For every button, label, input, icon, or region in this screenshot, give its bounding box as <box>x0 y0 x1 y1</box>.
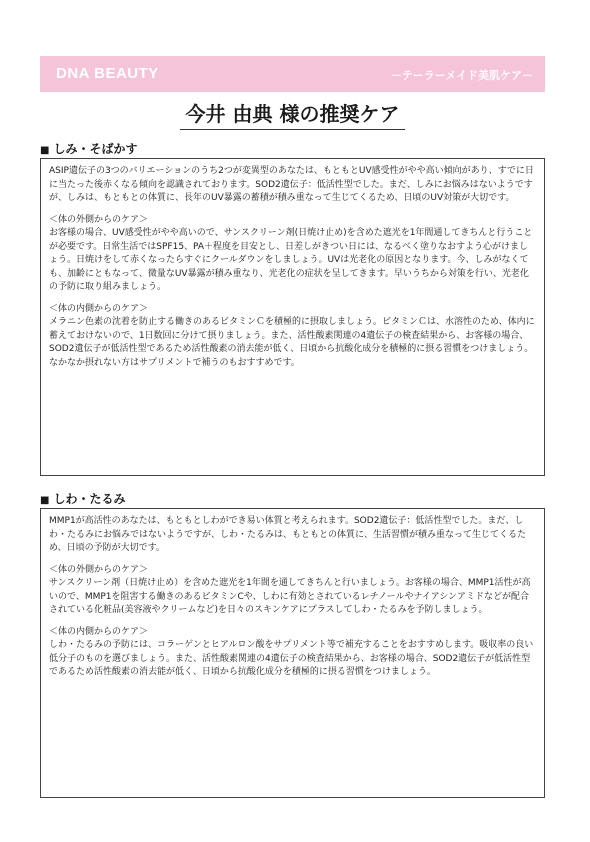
section-intro: MMP1が高活性のあなたは、もともとしわができ易い体質と考えられます。SOD2遺伝子：低活性型でした。まだ、しわ・たるみにお悩みではないようですが、しわ・たるみは、もともとの体質に、生活習慣が積み重なって生じてくるため、日頃の予防が大切です。 <box>49 516 527 553</box>
outer-care-label: ＜体の外側からのケア＞ <box>49 214 149 225</box>
section-intro: ASIP遺伝子の3つのバリエーションのうち2つが変異型のあなたは、もともとUV感受性がやや高い傾向があり、すでに日に当たった後赤くなる傾向を認識されております。SOD2遺伝子：低活性型でした。まだ、しみにお悩みはないようですが、しみは、もともとの体質に、長年のUV暴露の蓄積が積み重なって生じてくるため、日頃のUV対策が大切です。 <box>49 166 534 203</box>
outer-care-text: サンスクリーン剤（日焼け止め）を含めた遮光を1年間を通してきちんと行いましょう。お客様の場合、MMP1活性が高いので、MMP1を阻害する働きのあるビタミンCや、しわに有効とされているレチノールやナイアシンアミドなどが配合されている化粧品(美容液やクリームなど)を日々のスキンケアにプラスしてしわ・たるみを予防しましょう。 <box>49 578 531 615</box>
inner-care-label: ＜体の内側からのケア＞ <box>49 303 149 314</box>
section-heading-spots <box>40 140 137 157</box>
header-tagline: －テーラーメイド美肌ケア－ <box>390 69 533 82</box>
section-heading-label: しわ・たるみ <box>53 492 126 506</box>
outer-care-label: ＜体の外側からのケア＞ <box>49 564 149 575</box>
square-bullet-icon: ■ <box>40 495 50 506</box>
inner-care-label: ＜体の内側からのケア＞ <box>49 626 149 637</box>
section-heading-wrinkles <box>40 490 125 507</box>
header-banner <box>40 56 545 92</box>
section-heading-label: しみ・そばかす <box>53 142 138 156</box>
page-title: 今井 由典 様の推奨ケア <box>180 98 406 130</box>
title-area <box>40 98 545 130</box>
section-box-spots <box>40 158 545 476</box>
square-bullet-icon: ■ <box>40 145 50 156</box>
brand-logo: DNA BEAUTY <box>56 65 159 82</box>
outer-care-text: お客様の場合、UV感受性がやや高いので、サンスクリーン剤(日焼け止め)を含めた遮光を1年間通してきちんと行うことが必要です。日常生活ではSPF15、PA＋程度を目安とし、日差しがきつい日には、なるべく塗りなおすよう心がけましょう。日焼けをして赤くなったらすぐにクールダウンをしましょう。UVは光老化の原因となります。今、しみがなくても、加齢にともなって、微量なUV暴露が積み重なり、光老化の症状を呈してきます。早いうちから対策を行い、光老化の予防に取り組みましょう。 <box>49 228 533 292</box>
inner-care-text: メラニン色素の沈着を防止する働きのあるビタミンＣを積極的に摂取しましょう。ビタミンＣは、水溶性のため、体内に蓄えておけないので、1日数回に分けて摂りましょう。また、活性酸素関連の4遺伝子の検査結果から、お客様の場合、SOD2遺伝子が低活性型であるため活性酸素の消去能が低く、日頃から抗酸化成分を積極的に摂る習慣をつけましょう。なかなか摂れない方はサプリメントで補うのもおすすめです。 <box>49 317 535 368</box>
inner-care-text: しわ・たるみの予防には、コラーゲンとヒアルロン酸をサプリメント等で補充することをおすすめします。吸収率の良い低分子のものを選びましょう。また、活性酸素関連の4遺伝子の検査結果から、お客様の場合、SOD2遺伝子が低活性型であるため活性酸素の消去能が低く、日頃から抗酸化成分を積極的に摂る習慣をつけましょう。 <box>49 640 534 677</box>
section-box-wrinkles <box>40 508 545 798</box>
